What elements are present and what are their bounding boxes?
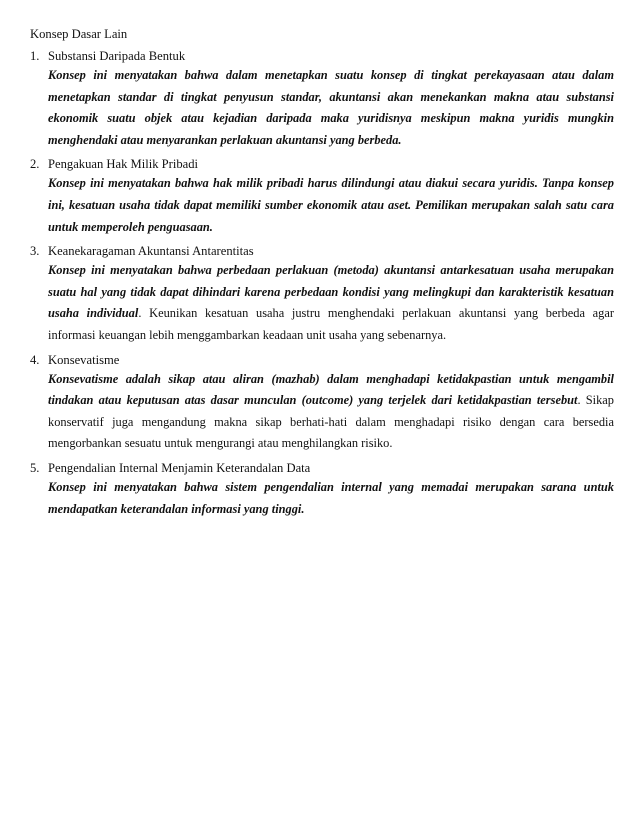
list-item-heading bbox=[30, 242, 614, 260]
description-plain: . Keunikan kesatuan usaha justru menghendaki perlakuan akuntansi yang berbeda agar informasi keuangan lebih menggambarkan keadaan unit usaha yang sebenarnya. bbox=[48, 306, 614, 342]
document-title: Konsep Dasar Lain bbox=[30, 27, 128, 41]
description-plain: . Sikap konservatif juga mengandung makna sikap berhati-hati dalam menghadapi risiko dengan cara bersedia mengorbankan sesuatu untuk mengurangi atau menghilangkan risiko. bbox=[48, 393, 615, 451]
list-item-number: 4. bbox=[30, 352, 40, 367]
list-item-description bbox=[48, 173, 614, 238]
list-item-number: 3. bbox=[30, 244, 40, 259]
list-item-heading bbox=[30, 351, 614, 369]
description-emphasis: Konsep ini menyatakan bahwa perbedaan perlakuan (metoda) akuntansi antarkesatuan usaha merupakan suatu hal yang tidak dapat dihindari karena perbedaan kondisi yang melingkupi dan karakteristik kesatuan usaha individual bbox=[48, 263, 614, 321]
description-emphasis: Konsevatisme adalah sikap atau aliran (mazhab) dalam menghadapi ketidakpastian untuk mengambil tindakan atau keputusan atas dasar munculan (outcome) yang terjelek dari ketidakpastian tersebut bbox=[48, 371, 614, 408]
description-emphasis: Konsep ini menyatakan bahwa dalam menetapkan suatu konsep di tingkat perekayasaan atau dalam menetapkan standar di tingkat penyusun standar, akuntansi akan menekankan makna atau substansi ekonomik suatu objek atau kejadian daripada maka yuridisnya meskipun makna yuridis mungkin menghendaki atau menyarankan perlakuan akuntansi yang berbeda. bbox=[48, 68, 614, 147]
list-item-heading bbox=[30, 47, 614, 65]
list-item-heading bbox=[30, 155, 614, 173]
description-emphasis: Konsep ini menyatakan bahwa sistem pengendalian internal yang memadai merupakan sarana untuk mendapatkan keterandalan informasi yang tinggi. bbox=[48, 479, 614, 516]
list-item bbox=[30, 47, 614, 151]
list-item-number: 5. bbox=[30, 460, 40, 475]
list-item-title: Pengakuan Hak Milik Pribadi bbox=[48, 157, 199, 172]
list-item-title: Substansi Daripada Bentuk bbox=[48, 49, 186, 63]
list-item-title: Konsevatisme bbox=[48, 352, 120, 367]
list-item bbox=[30, 459, 614, 520]
list-item bbox=[30, 155, 614, 238]
list-item-description bbox=[48, 477, 614, 520]
list-item-heading bbox=[30, 459, 614, 477]
list-item bbox=[30, 351, 614, 455]
list-item-title: Keanekaragaman Akuntansi Antarentitas bbox=[48, 244, 254, 259]
description-emphasis: Konsep ini menyatakan bahwa hak milik pribadi harus dilindungi atau diakui secara yuridis. Tanpa konsep ini, kesatuan usaha tidak dapat memiliki sumber ekonomik atau aset. Pemilikan merupakan salah satu cara untuk memperoleh penguasaan. bbox=[48, 176, 614, 234]
list-item-number: 1. bbox=[30, 49, 40, 63]
list-item-title: Pengendalian Internal Menjamin Keterandalan Data bbox=[48, 460, 311, 475]
list-item-description bbox=[48, 65, 614, 151]
list-item-description bbox=[48, 369, 614, 455]
list-item-number: 2. bbox=[30, 157, 40, 172]
list-item-description bbox=[48, 260, 614, 346]
list-item bbox=[30, 242, 614, 346]
